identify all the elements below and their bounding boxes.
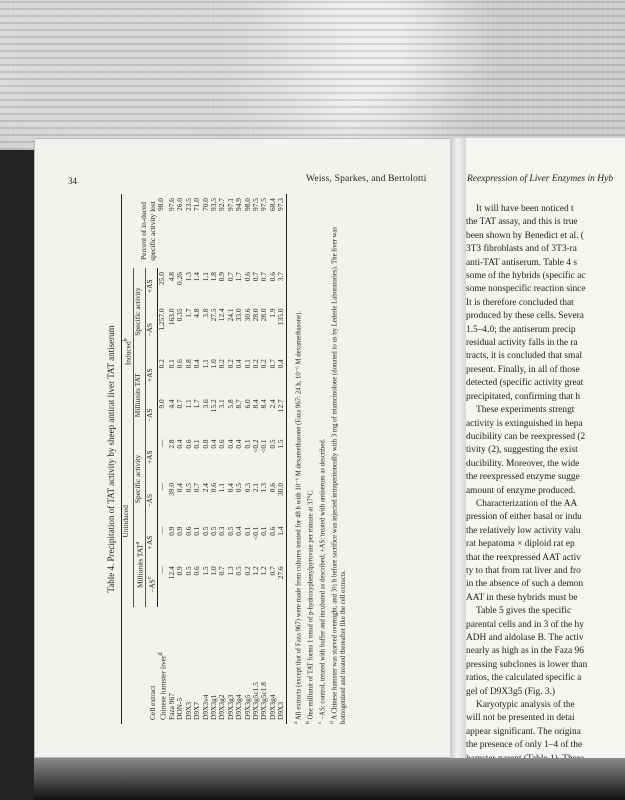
right-text-line: precipitated, confirming that h bbox=[466, 391, 581, 402]
table-cell-i-s-plus: 0.6 bbox=[267, 272, 277, 282]
right-text-line: some of the hybrids (specific ac bbox=[466, 271, 586, 282]
right-text-line: 3T3 fibroblasts and of 3T3-ra bbox=[466, 244, 577, 255]
cell-extract-label: Faza 967 bbox=[167, 693, 176, 720]
cell-extract-label: D9X3 bbox=[276, 701, 286, 720]
table-cell-i-s-minus: 12.4 bbox=[217, 308, 227, 322]
right-text-line: ratios, the calculated specific a bbox=[466, 673, 582, 684]
footnote-mark: d bbox=[329, 721, 336, 724]
right-text-line: ducibility. Moreover, the wide bbox=[466, 458, 580, 469]
table-cell-i-s-minus: 3.8 bbox=[200, 308, 210, 318]
table-cell-u-s-plus: 0.5 bbox=[267, 439, 277, 449]
table-cell-u-s-plus: <0.2 bbox=[251, 439, 261, 453]
right-text-line: will not be presented in detai bbox=[466, 713, 575, 724]
table-cell-i-m-minus: 2.4 bbox=[267, 399, 277, 409]
right-text-line: gel of D9X3g5 (Fig. 3.) bbox=[466, 686, 556, 697]
table-wrap bbox=[106, 194, 403, 724]
table-body bbox=[157, 194, 286, 724]
right-text-line: ty to that from rat liver and fro bbox=[466, 565, 581, 576]
footnote bbox=[304, 194, 315, 724]
footnote-text: One milliunit of TAT forms 1 nmol of p-hydroxyphenylpyruvate per minute at 37°C. bbox=[307, 489, 315, 722]
table-cell-i-m-minus: 6.0 bbox=[242, 399, 252, 409]
table-cell-u-m-minus: 1.2 bbox=[259, 566, 269, 576]
table-cell-u-m-minus: 1.0 bbox=[209, 566, 219, 576]
cell-extract-name bbox=[277, 607, 285, 724]
table-cell-u-m-minus: 0.7 bbox=[267, 566, 277, 576]
table-cell-i-m-minus: 4.4 bbox=[167, 399, 176, 409]
table-cell-lost: 92.7 bbox=[217, 198, 227, 211]
right-text-line: detected (specific activity great bbox=[466, 378, 584, 389]
table-cell-i-m-plus: 0.1 bbox=[242, 359, 252, 369]
cell-extract-label: D9X3 bbox=[183, 701, 193, 720]
table-cell-u-s-plus: 0.1 bbox=[192, 439, 202, 449]
right-text-line: the presence of only 1–4 of the bbox=[466, 740, 583, 751]
cell-extract-label: D9X3g5c1.5 bbox=[251, 682, 261, 720]
table-cell-i-m-plus: 0.6 bbox=[175, 359, 185, 369]
table-cell-i-m-minus: 8.4 bbox=[251, 399, 261, 409]
table-cell-i-m-minus: 15.2 bbox=[209, 399, 219, 413]
uninduced-specific-header: Specific activity bbox=[133, 435, 145, 522]
minus-as-label: −AS bbox=[147, 579, 157, 593]
right-text-line: pressing subclones is lower than bbox=[466, 659, 588, 670]
table-cell-u-m-plus: 0.1 bbox=[192, 526, 202, 536]
table-cell-u-m-minus: 0.5 bbox=[234, 566, 244, 576]
table-cell-i-s-plus: 0.7 bbox=[225, 272, 235, 282]
cell-extract-label: DON-5 bbox=[175, 697, 185, 720]
table-cell-i-m-minus: 8.4 bbox=[259, 399, 269, 409]
right-running-head: Reexpression of Liver Enzymes in Hyb bbox=[467, 174, 614, 184]
right-text-line: pression of either basal or indu bbox=[466, 512, 582, 523]
table-footnotes bbox=[292, 194, 348, 724]
right-text-line: tivity (2), suggesting the exist bbox=[466, 445, 578, 456]
table-cell-u-m-plus: — bbox=[156, 526, 166, 534]
footnote-mark: b bbox=[304, 721, 311, 724]
subheader-minus-as-3: −AS bbox=[145, 395, 157, 435]
footnote-text: −AS: control, treated with buffer and incubated as described; +AS: treated with antiserum as described. bbox=[319, 438, 327, 722]
footnote-text: All extracts (except that of Faza 967) were made from cultures treated for 48 h with 10⁻⁶ M dexamethasone (Faza 967: 24 h, 10⁻⁶ M dexamethasone). bbox=[294, 310, 302, 722]
table-cell-u-s-minus: 0.5 bbox=[183, 482, 193, 493]
page-bottom-shadow bbox=[34, 758, 625, 800]
table-cell-i-s-plus: 3.7 bbox=[276, 272, 286, 282]
table-cell-i-m-plus: 1.1 bbox=[200, 359, 210, 369]
table-cell-i-s-minus: 1,257.0 bbox=[156, 308, 166, 331]
table-cell-u-m-minus: 12.4 bbox=[167, 566, 176, 580]
induced-footnote-mark: b bbox=[123, 338, 129, 342]
table-cell-u-m-plus: 0.5 bbox=[209, 526, 219, 536]
subheader-plus-as-3: +AS bbox=[145, 355, 157, 395]
table-cell-u-s-plus: 0.4 bbox=[209, 439, 219, 449]
table-cell-i-s-minus: 1.9 bbox=[267, 308, 277, 318]
right-text-line: in the absence of such a demon bbox=[466, 579, 584, 590]
right-text-line: residual activity falls in the ra bbox=[466, 338, 578, 349]
table-cell-i-s-plus: 1.1 bbox=[200, 272, 210, 282]
percent-lost-header: Percent of in-duced specific activity lost bbox=[139, 201, 157, 261]
milliunits-footnote-mark: a bbox=[134, 541, 141, 545]
table-cell-i-s-plus: 0.7 bbox=[259, 272, 269, 282]
table-cell-i-s-minus: 30.6 bbox=[242, 308, 252, 322]
right-text-line: nearly as high as in the Faza 96 bbox=[466, 646, 584, 657]
table-cell-lost: 97.5 bbox=[251, 198, 261, 211]
table-title: Table 4. Precipitation of TAT activity by sheep antirat liver TAT antiserum bbox=[106, 325, 116, 593]
table-cell-i-m-minus: 1.1 bbox=[183, 399, 193, 409]
table-cell-i-m-minus: 3.6 bbox=[200, 399, 210, 409]
table-cell-u-m-plus: 0.9 bbox=[175, 526, 185, 536]
table-cell-u-s-minus: 1.3 bbox=[259, 482, 269, 493]
uninduced-milliunits-header bbox=[133, 523, 145, 608]
right-text-line: Table 5 gives the specific bbox=[476, 606, 572, 617]
cell-extract-label: D9X3g5c1.8 bbox=[259, 682, 269, 720]
right-text-line: tracts, it is concluded that smal bbox=[466, 351, 583, 362]
right-text-line: some nonspecific reaction since bbox=[466, 284, 586, 295]
table-cell-i-m-plus: 0.1 bbox=[167, 359, 176, 369]
table-cell-lost: 98.0 bbox=[242, 198, 252, 211]
table-cell-u-s-minus: — bbox=[156, 482, 166, 491]
table-cell-u-s-plus: 0.6 bbox=[217, 439, 227, 449]
table-cell-u-m-plus: 0.9 bbox=[167, 526, 176, 536]
table-cell-u-m-minus: 1.2 bbox=[251, 566, 261, 576]
table-cell-lost: 70.0 bbox=[200, 198, 210, 211]
table-cell-u-s-minus: 2.4 bbox=[200, 482, 210, 493]
right-text-line: rat hepatoma × diploid rat ep bbox=[466, 539, 575, 550]
table-cell-i-s-plus: 1.3 bbox=[183, 272, 193, 282]
cell-extract-label: D9X3g4 bbox=[234, 694, 244, 720]
subheader-plus-as-2: +AS bbox=[145, 435, 157, 479]
right-text-line: parental cells and in 3 of the hy bbox=[466, 619, 584, 630]
table-cell-i-m-minus: 12.7 bbox=[276, 399, 286, 413]
subheader-plus-as-1: +AS bbox=[145, 523, 157, 563]
table-cell-u-m-minus: 0.6 bbox=[192, 566, 202, 576]
right-text-line: Karyotypic analysis of the bbox=[476, 700, 575, 711]
right-text-line: the TAT assay, and this is true bbox=[466, 217, 578, 228]
rotated-table-container bbox=[106, 0, 403, 724]
table-cell-u-s-plus: 0.4 bbox=[225, 439, 235, 449]
table-cell-i-m-plus: 0.2 bbox=[217, 359, 227, 369]
induced-milliunits-header: Milliunits TAT bbox=[133, 355, 145, 435]
right-text-line: appear significant. The origina bbox=[466, 726, 581, 737]
table-cell-i-s-plus: 1.8 bbox=[209, 272, 219, 282]
table-cell-u-s-minus: 0.5 bbox=[234, 482, 244, 493]
table-cell-i-m-plus: 1.0 bbox=[209, 359, 219, 369]
right-text-line: that the reexpressed AAT activ bbox=[466, 552, 581, 563]
table-cell-i-s-minus: 1.7 bbox=[183, 308, 193, 318]
book-gutter bbox=[450, 138, 466, 758]
table-cell-i-s-plus: 1.7 bbox=[234, 272, 244, 282]
table-cell-i-s-minus: 33.0 bbox=[234, 308, 244, 322]
induced-header bbox=[122, 268, 133, 435]
table-cell-i-s-minus: 4.8 bbox=[192, 308, 202, 318]
right-text-line: 1.5–4.0; the antiserum precip bbox=[466, 324, 576, 335]
table-cell-u-s-minus: 0.3 bbox=[242, 482, 252, 493]
footnote-mark: c bbox=[317, 721, 324, 724]
table-cell-u-m-plus: 1.4 bbox=[276, 526, 286, 536]
table-cell-i-m-plus: 0.4 bbox=[276, 359, 286, 369]
table-cell-i-s-minus: 24.1 bbox=[225, 308, 235, 322]
subheader-minus-as-4: −AS bbox=[145, 304, 157, 355]
table-cell-i-m-minus: 5.8 bbox=[225, 399, 235, 409]
table-cell-i-m-minus: 3.1 bbox=[217, 399, 227, 409]
right-text-line: It will have been noticed t bbox=[476, 204, 574, 214]
table-cell-u-s-plus: 1.5 bbox=[276, 439, 286, 449]
table-cell-i-m-minus: 8.7 bbox=[234, 399, 244, 409]
footnote bbox=[316, 194, 327, 724]
footnote bbox=[292, 194, 303, 724]
table-cell-i-s-plus: 1.4 bbox=[192, 272, 202, 282]
table-cell-u-s-minus: 1.1 bbox=[217, 482, 227, 493]
table-cell-u-m-plus: 0.4 bbox=[234, 526, 244, 536]
cell-extract-label: D9X3v4 bbox=[200, 694, 210, 720]
table-cell-u-s-plus: 0.4 bbox=[175, 439, 185, 449]
table-cell-i-m-minus: 0.7 bbox=[175, 399, 185, 409]
table-cell-u-m-minus: 0.9 bbox=[175, 566, 185, 576]
table-cell-u-m-plus: 0.6 bbox=[267, 526, 277, 536]
row-footnote-mark: d bbox=[158, 652, 165, 656]
table-cell-i-s-minus: 27.5 bbox=[209, 308, 219, 322]
table-cell-i-s-minus: 135.0 bbox=[276, 308, 286, 326]
table-cell-u-s-minus: 0.7 bbox=[192, 482, 202, 493]
footnote-mark: a bbox=[292, 721, 299, 724]
table-cell-i-s-minus: 28.0 bbox=[251, 308, 261, 322]
subheader-minus-as-1 bbox=[145, 562, 157, 607]
table-cell-u-m-minus: 0.2 bbox=[242, 566, 252, 576]
footnote-text: A Chinese hamster was starved overnight, and 3½ h before sacrifice was injected intraperitoneally with 3 mg of triamcinolone (donated to us by Lederle Laboratories). The liver was homogenized and treated thereafter like the cell extracts. bbox=[331, 226, 347, 724]
table-cell-u-s-minus: 39.0 bbox=[167, 482, 176, 496]
cell-extract-label: Chinese hamster liver bbox=[158, 655, 168, 720]
left-running-head: Weiss, Sparkes, and Bertolotti bbox=[306, 174, 427, 184]
table-cell-u-m-plus: 0.3 bbox=[217, 526, 227, 536]
table-cell-u-m-minus: 0.7 bbox=[217, 566, 227, 576]
table-cell-u-s-plus: 0.8 bbox=[200, 439, 210, 449]
cell-extract-label: D9X3g4 bbox=[267, 694, 277, 720]
induced-specific-header: Specific activity bbox=[133, 268, 145, 355]
table-cell-lost: 23.5 bbox=[183, 198, 193, 211]
table-cell-i-m-minus: 9.0 bbox=[156, 399, 166, 409]
right-text-line: activity is extinguished in hepa bbox=[466, 418, 583, 429]
uninduced-header: Uninduced bbox=[122, 435, 133, 607]
table-cell-i-s-minus: 0.35 bbox=[175, 308, 185, 322]
right-text-line: Characterization of the AA bbox=[476, 498, 578, 509]
table-cell-i-s-minus: 28.0 bbox=[259, 308, 269, 322]
subheader-plus-as-4: +AS bbox=[145, 268, 157, 304]
table-cell-lost: 97.5 bbox=[259, 198, 269, 211]
right-page-text bbox=[466, 204, 625, 767]
cell-extract-label: D9X3g3 bbox=[225, 694, 235, 720]
table-cell-i-s-plus: 0.9 bbox=[217, 272, 227, 282]
table-cell-u-s-plus: 0.4 bbox=[234, 439, 244, 449]
footnote bbox=[328, 194, 347, 724]
table-cell-u-s-minus: 0.4 bbox=[225, 482, 235, 493]
table-cell-i-m-minus: 1.7 bbox=[192, 399, 202, 409]
table-cell-lost: 93.5 bbox=[209, 198, 219, 211]
table-cell-u-m-minus: 27.6 bbox=[276, 566, 286, 580]
table-cell-i-m-plus: 0.8 bbox=[183, 359, 193, 369]
table-cell-lost: 26.0 bbox=[175, 198, 185, 211]
uninduced-milliunits-label: Milliunits TAT bbox=[135, 544, 145, 589]
subheader-minus-as-2: −AS bbox=[145, 479, 157, 523]
table-cell-u-m-plus: 0.5 bbox=[200, 526, 210, 536]
table-bottom-rule bbox=[286, 194, 287, 724]
table-cell-i-s-plus: 0.7 bbox=[251, 272, 261, 282]
table-cell-u-m-plus: 0.1 bbox=[242, 526, 252, 536]
table-cell-lost: 97.6 bbox=[167, 198, 176, 211]
table-cell-lost: 97.3 bbox=[276, 198, 286, 211]
table-cell-u-m-minus: — bbox=[156, 566, 166, 574]
right-text-line: amount of enzyme produced. bbox=[466, 485, 576, 496]
table-cell-u-s-minus: 0.6 bbox=[209, 482, 219, 493]
table-cell-i-s-plus: 4.8 bbox=[167, 272, 176, 282]
right-text-line: It is therefore concluded that bbox=[466, 297, 574, 308]
minus-as-mark: c bbox=[146, 576, 153, 580]
table-cell-lost: 94.9 bbox=[234, 198, 244, 211]
table-cell-lost: 71.0 bbox=[192, 198, 202, 211]
table-cell-u-m-plus: 0.6 bbox=[183, 526, 193, 536]
table-cell-u-m-plus: <0.1 bbox=[251, 526, 261, 540]
table-cell-u-m-minus: 0.5 bbox=[183, 566, 193, 576]
table-cell-i-m-plus: 0.2 bbox=[259, 359, 269, 369]
cell-extract-header: Cell extract bbox=[147, 685, 157, 720]
table-cell-u-s-plus: <0.1 bbox=[259, 439, 269, 453]
table-cell-i-s-minus: 163.0 bbox=[167, 308, 176, 326]
table-cell-i-m-plus: 0.2 bbox=[251, 359, 261, 369]
right-text-line: present. Finally, in all of those bbox=[466, 364, 580, 375]
tat-table bbox=[122, 194, 286, 724]
table-cell-lost: 68.4 bbox=[267, 198, 277, 211]
cell-extract-label: D9X3g5 bbox=[242, 694, 252, 720]
right-text-line: the relatively low activity valu bbox=[466, 525, 581, 536]
right-text-line: produced by these cells. Severa bbox=[466, 311, 584, 322]
table-cell-i-s-plus: 25.0 bbox=[156, 272, 166, 285]
right-text-line: been shown by Benedict et al. ( bbox=[466, 230, 584, 241]
table-cell-u-s-minus: 0.6 bbox=[267, 482, 277, 493]
table-cell-i-m-plus: 0.4 bbox=[192, 359, 202, 369]
table-cell-u-s-minus: 2.1 bbox=[251, 482, 261, 493]
right-text-line: AAT in these hybrids must be bbox=[466, 592, 578, 603]
right-text-line: anti-TAT antiserum. Table 4 s bbox=[466, 257, 577, 268]
page-number: 34 bbox=[68, 176, 77, 186]
table-cell-lost: 97.1 bbox=[225, 198, 235, 211]
table-cell-u-s-minus: 0.4 bbox=[175, 482, 185, 493]
table-cell-i-m-plus: 0.7 bbox=[267, 359, 277, 369]
table-cell-i-m-plus: 0.4 bbox=[234, 359, 244, 369]
table-cell-u-m-plus: 0.1 bbox=[259, 526, 269, 536]
table-cell-lost: 98.0 bbox=[156, 198, 166, 211]
table-cell-u-s-plus: 0.6 bbox=[183, 439, 193, 449]
table-cell-u-s-plus: — bbox=[156, 439, 166, 447]
right-text-line: the reexpressed enzyme sugge bbox=[466, 472, 580, 483]
table-cell-u-m-plus: 0.5 bbox=[225, 526, 235, 536]
cell-extract-label: D9X3g1 bbox=[209, 694, 219, 720]
right-text-line: ADH and aldolase B. The activ bbox=[466, 633, 584, 643]
right-text-line: ducibility can be reexpressed (2 bbox=[466, 431, 586, 442]
table-cell-u-m-minus: 1.5 bbox=[200, 566, 210, 576]
table-cell-u-s-plus: 2.8 bbox=[167, 439, 176, 449]
table-cell-i-s-plus: 0.6 bbox=[242, 272, 252, 282]
table-cell-i-s-plus: 0.26 bbox=[175, 272, 185, 285]
table-cell-u-m-minus: 1.3 bbox=[225, 566, 235, 576]
table-cell-i-m-plus: 0.2 bbox=[225, 359, 235, 369]
cell-extract-label: D9X7 bbox=[192, 701, 202, 720]
table-cell-u-s-minus: 30.0 bbox=[276, 482, 286, 496]
table-cell-i-m-plus: 0.2 bbox=[156, 359, 166, 369]
table-row bbox=[277, 194, 285, 724]
cell-extract-label: D9X3g2 bbox=[217, 694, 227, 720]
induced-label: Induced bbox=[123, 341, 133, 366]
right-text-line: These experiments strengt bbox=[476, 405, 575, 416]
table-cell-u-s-plus: 0.1 bbox=[242, 439, 252, 449]
